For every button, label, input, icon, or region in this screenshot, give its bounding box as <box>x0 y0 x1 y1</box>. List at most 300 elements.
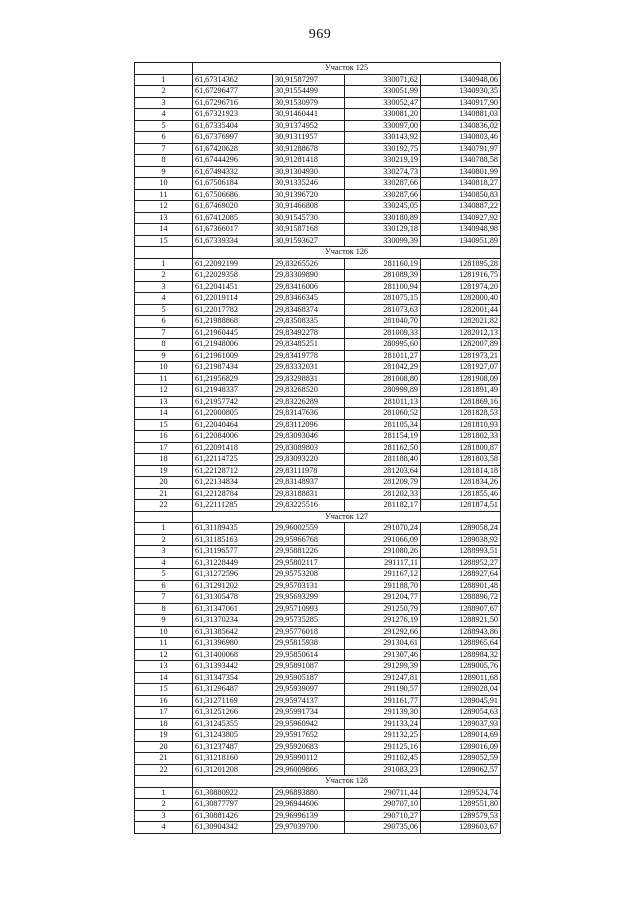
latitude-cell: 61,22091418 <box>193 442 273 454</box>
latitude-cell: 61,21948006 <box>193 339 273 351</box>
point-number-cell: 6 <box>135 580 193 592</box>
longitude-cell: 30,91466808 <box>273 201 345 213</box>
longitude-cell: 29,83112096 <box>273 419 345 431</box>
y-coordinate-cell: 1340788,58 <box>421 155 501 167</box>
table-row <box>135 822 501 834</box>
latitude-cell: 61,67296716 <box>193 97 273 109</box>
x-coordinate-cell: 281160,19 <box>345 258 421 270</box>
latitude-cell: 61,21961009 <box>193 350 273 362</box>
y-coordinate-cell: 1281810,93 <box>421 419 501 431</box>
table-row <box>135 270 501 282</box>
longitude-cell: 30,91374952 <box>273 120 345 132</box>
x-coordinate-cell: 330143,92 <box>345 132 421 144</box>
longitude-cell: 29,83188831 <box>273 488 345 500</box>
table-row <box>135 787 501 799</box>
y-coordinate-cell: 1281927,07 <box>421 362 501 374</box>
table-row <box>135 316 501 328</box>
point-number-cell: 15 <box>135 684 193 696</box>
y-coordinate-cell: 1289016,09 <box>421 741 501 753</box>
point-number-cell: 4 <box>135 822 193 834</box>
longitude-cell: 30,91311957 <box>273 132 345 144</box>
latitude-cell: 61,22041451 <box>193 281 273 293</box>
point-number-cell: 9 <box>135 615 193 627</box>
table-row <box>135 281 501 293</box>
section-title: Участок 125 <box>193 63 501 75</box>
longitude-cell: 29,95939097 <box>273 684 345 696</box>
table-row <box>135 764 501 776</box>
point-number-cell: 12 <box>135 649 193 661</box>
page-number: 969 <box>308 27 332 42</box>
longitude-cell: 29,83147636 <box>273 408 345 420</box>
point-number-cell: 18 <box>135 454 193 466</box>
longitude-cell: 30,91335246 <box>273 178 345 190</box>
table-row <box>135 293 501 305</box>
table-row <box>135 396 501 408</box>
x-coordinate-cell: 281075,15 <box>345 293 421 305</box>
x-coordinate-cell: 291132,25 <box>345 730 421 742</box>
x-coordinate-cell: 330180,89 <box>345 212 421 224</box>
x-coordinate-cell: 281060,52 <box>345 408 421 420</box>
y-coordinate-cell: 1288943,86 <box>421 626 501 638</box>
table-row <box>135 557 501 569</box>
x-coordinate-cell: 290707,10 <box>345 799 421 811</box>
latitude-cell: 61,21948337 <box>193 385 273 397</box>
x-coordinate-cell: 330274,73 <box>345 166 421 178</box>
point-number-cell: 21 <box>135 488 193 500</box>
table-row <box>135 442 501 454</box>
latitude-cell: 61,21988868 <box>193 316 273 328</box>
section-header-empty-cell <box>135 511 193 523</box>
latitude-cell: 61,22114725 <box>193 454 273 466</box>
latitude-cell: 61,22111285 <box>193 500 273 512</box>
longitude-cell: 29,95881226 <box>273 546 345 558</box>
latitude-cell: 61,31185163 <box>193 534 273 546</box>
x-coordinate-cell: 291083,23 <box>345 764 421 776</box>
x-coordinate-cell: 281203,64 <box>345 465 421 477</box>
x-coordinate-cell: 291204,77 <box>345 592 421 604</box>
latitude-cell: 61,31237487 <box>193 741 273 753</box>
table-row <box>135 580 501 592</box>
table-row <box>135 488 501 500</box>
latitude-cell: 61,31272596 <box>193 569 273 581</box>
latitude-cell: 61,31243805 <box>193 730 273 742</box>
point-number-cell: 1 <box>135 787 193 799</box>
point-number-cell: 5 <box>135 569 193 581</box>
latitude-cell: 61,22134834 <box>193 477 273 489</box>
longitude-cell: 29,83419778 <box>273 350 345 362</box>
table-row <box>135 649 501 661</box>
point-number-cell: 14 <box>135 672 193 684</box>
latitude-cell: 61,67321923 <box>193 109 273 121</box>
x-coordinate-cell: 291080,26 <box>345 546 421 558</box>
x-coordinate-cell: 281105,34 <box>345 419 421 431</box>
table-row <box>135 477 501 489</box>
latitude-cell: 61,67494332 <box>193 166 273 178</box>
point-number-cell: 1 <box>135 258 193 270</box>
table-row <box>135 465 501 477</box>
table-row <box>135 178 501 190</box>
point-number-cell: 3 <box>135 281 193 293</box>
longitude-cell: 29,96002559 <box>273 523 345 535</box>
longitude-cell: 29,83265526 <box>273 258 345 270</box>
table-row <box>135 385 501 397</box>
table-row <box>135 201 501 213</box>
y-coordinate-cell: 1281802,33 <box>421 431 501 443</box>
y-coordinate-cell: 1281855,46 <box>421 488 501 500</box>
latitude-cell: 61,22128712 <box>193 465 273 477</box>
latitude-cell: 61,30881426 <box>193 810 273 822</box>
y-coordinate-cell: 1289045,91 <box>421 695 501 707</box>
longitude-cell: 29,83111978 <box>273 465 345 477</box>
y-coordinate-cell: 1281891,49 <box>421 385 501 397</box>
latitude-cell: 61,22040464 <box>193 419 273 431</box>
y-coordinate-cell: 1282012,13 <box>421 327 501 339</box>
point-number-cell: 7 <box>135 327 193 339</box>
latitude-cell: 61,31400068 <box>193 649 273 661</box>
section-header-empty-cell <box>135 247 193 259</box>
y-coordinate-cell: 1281874,51 <box>421 500 501 512</box>
x-coordinate-cell: 291190,57 <box>345 684 421 696</box>
longitude-cell: 29,95891087 <box>273 661 345 673</box>
y-coordinate-cell: 1340948,98 <box>421 224 501 236</box>
longitude-cell: 29,83332031 <box>273 362 345 374</box>
y-coordinate-cell: 1288993,51 <box>421 546 501 558</box>
y-coordinate-cell: 1282021,82 <box>421 316 501 328</box>
longitude-cell: 29,95753208 <box>273 569 345 581</box>
longitude-cell: 29,97039700 <box>273 822 345 834</box>
y-coordinate-cell: 1281974,20 <box>421 281 501 293</box>
table-row <box>135 638 501 650</box>
y-coordinate-cell: 1281908,09 <box>421 373 501 385</box>
y-coordinate-cell: 1340836,02 <box>421 120 501 132</box>
y-coordinate-cell: 1289579,53 <box>421 810 501 822</box>
table-row <box>135 546 501 558</box>
point-number-cell: 14 <box>135 224 193 236</box>
longitude-cell: 29,95920683 <box>273 741 345 753</box>
longitude-cell: 29,83485251 <box>273 339 345 351</box>
point-number-cell: 5 <box>135 304 193 316</box>
latitude-cell: 61,31245355 <box>193 718 273 730</box>
latitude-cell: 61,31201208 <box>193 764 273 776</box>
table-row <box>135 132 501 144</box>
y-coordinate-cell: 1340881,03 <box>421 109 501 121</box>
x-coordinate-cell: 280999,89 <box>345 385 421 397</box>
table-row <box>135 86 501 98</box>
y-coordinate-cell: 1340917,90 <box>421 97 501 109</box>
x-coordinate-cell: 281089,39 <box>345 270 421 282</box>
x-coordinate-cell: 291299,39 <box>345 661 421 673</box>
longitude-cell: 30,91530979 <box>273 97 345 109</box>
longitude-cell: 29,95815938 <box>273 638 345 650</box>
x-coordinate-cell: 281011,13 <box>345 396 421 408</box>
latitude-cell: 61,22017782 <box>193 304 273 316</box>
longitude-cell: 29,95974137 <box>273 695 345 707</box>
section-header-row <box>135 511 501 523</box>
longitude-cell: 29,83093046 <box>273 431 345 443</box>
longitude-cell: 29,83089803 <box>273 442 345 454</box>
latitude-cell: 61,21956829 <box>193 373 273 385</box>
y-coordinate-cell: 1281973,21 <box>421 350 501 362</box>
point-number-cell: 8 <box>135 339 193 351</box>
point-number-cell: 6 <box>135 316 193 328</box>
x-coordinate-cell: 291102,45 <box>345 753 421 765</box>
table-row <box>135 224 501 236</box>
point-number-cell: 20 <box>135 741 193 753</box>
table-row <box>135 592 501 604</box>
y-coordinate-cell: 1288901,48 <box>421 580 501 592</box>
point-number-cell: 11 <box>135 189 193 201</box>
latitude-cell: 61,30877797 <box>193 799 273 811</box>
x-coordinate-cell: 281040,70 <box>345 316 421 328</box>
table-row <box>135 109 501 121</box>
x-coordinate-cell: 281100,94 <box>345 281 421 293</box>
table-row <box>135 120 501 132</box>
longitude-cell: 29,83492278 <box>273 327 345 339</box>
x-coordinate-cell: 291167,12 <box>345 569 421 581</box>
y-coordinate-cell: 1281895,28 <box>421 258 501 270</box>
point-number-cell: 10 <box>135 362 193 374</box>
longitude-cell: 29,83468374 <box>273 304 345 316</box>
latitude-cell: 61,21987434 <box>193 362 273 374</box>
point-number-cell: 21 <box>135 753 193 765</box>
x-coordinate-cell: 330051,99 <box>345 86 421 98</box>
x-coordinate-cell: 291247,81 <box>345 672 421 684</box>
table-row <box>135 235 501 247</box>
x-coordinate-cell: 330287,66 <box>345 189 421 201</box>
latitude-cell: 61,22000805 <box>193 408 273 420</box>
table-row <box>135 304 501 316</box>
y-coordinate-cell: 1288907,67 <box>421 603 501 615</box>
latitude-cell: 61,30880922 <box>193 787 273 799</box>
latitude-cell: 61,67444296 <box>193 155 273 167</box>
point-number-cell: 10 <box>135 626 193 638</box>
point-number-cell: 13 <box>135 396 193 408</box>
y-coordinate-cell: 1282001,44 <box>421 304 501 316</box>
latitude-cell: 61,67296477 <box>193 86 273 98</box>
longitude-cell: 29,95905187 <box>273 672 345 684</box>
point-number-cell: 2 <box>135 534 193 546</box>
table-row <box>135 212 501 224</box>
x-coordinate-cell: 281182,17 <box>345 500 421 512</box>
x-coordinate-cell: 281162,50 <box>345 442 421 454</box>
point-number-cell: 16 <box>135 695 193 707</box>
y-coordinate-cell: 1288921,50 <box>421 615 501 627</box>
y-coordinate-cell: 1289551,80 <box>421 799 501 811</box>
point-number-cell: 9 <box>135 166 193 178</box>
point-number-cell: 13 <box>135 212 193 224</box>
latitude-cell: 61,31189435 <box>193 523 273 535</box>
x-coordinate-cell: 330245,05 <box>345 201 421 213</box>
point-number-cell: 6 <box>135 132 193 144</box>
longitude-cell: 30,91593627 <box>273 235 345 247</box>
latitude-cell: 61,67469020 <box>193 201 273 213</box>
longitude-cell: 29,83093220 <box>273 454 345 466</box>
x-coordinate-cell: 291133,24 <box>345 718 421 730</box>
x-coordinate-cell: 291125,16 <box>345 741 421 753</box>
x-coordinate-cell: 330192,75 <box>345 143 421 155</box>
table-row <box>135 730 501 742</box>
longitude-cell: 29,83268520 <box>273 385 345 397</box>
x-coordinate-cell: 291139,30 <box>345 707 421 719</box>
x-coordinate-cell: 281188,40 <box>345 454 421 466</box>
y-coordinate-cell: 1281869,16 <box>421 396 501 408</box>
y-coordinate-cell: 1289038,92 <box>421 534 501 546</box>
longitude-cell: 29,95735285 <box>273 615 345 627</box>
longitude-cell: 29,83416006 <box>273 281 345 293</box>
section-title: Участок 128 <box>193 776 501 788</box>
y-coordinate-cell: 1340791,97 <box>421 143 501 155</box>
y-coordinate-cell: 1288965,64 <box>421 638 501 650</box>
latitude-cell: 61,67339334 <box>193 235 273 247</box>
y-coordinate-cell: 1282000,40 <box>421 293 501 305</box>
point-number-cell: 1 <box>135 523 193 535</box>
longitude-cell: 29,95703131 <box>273 580 345 592</box>
longitude-cell: 29,95693299 <box>273 592 345 604</box>
latitude-cell: 61,31385642 <box>193 626 273 638</box>
longitude-cell: 29,83508335 <box>273 316 345 328</box>
point-number-cell: 14 <box>135 408 193 420</box>
table-row <box>135 534 501 546</box>
latitude-cell: 61,31228449 <box>193 557 273 569</box>
table-row <box>135 339 501 351</box>
y-coordinate-cell: 1289603,67 <box>421 822 501 834</box>
latitude-cell: 61,31251266 <box>193 707 273 719</box>
point-number-cell: 20 <box>135 477 193 489</box>
y-coordinate-cell: 1281800,87 <box>421 442 501 454</box>
x-coordinate-cell: 291066,09 <box>345 534 421 546</box>
longitude-cell: 29,83225516 <box>273 500 345 512</box>
table-row <box>135 258 501 270</box>
x-coordinate-cell: 291292,66 <box>345 626 421 638</box>
longitude-cell: 29,83298831 <box>273 373 345 385</box>
x-coordinate-cell: 281202,33 <box>345 488 421 500</box>
table-row <box>135 799 501 811</box>
latitude-cell: 61,31305478 <box>193 592 273 604</box>
table-row <box>135 373 501 385</box>
point-number-cell: 11 <box>135 373 193 385</box>
longitude-cell: 29,95960942 <box>273 718 345 730</box>
point-number-cell: 8 <box>135 603 193 615</box>
table-row <box>135 431 501 443</box>
longitude-cell: 30,91545730 <box>273 212 345 224</box>
y-coordinate-cell: 1340801,99 <box>421 166 501 178</box>
y-coordinate-cell: 1288927,64 <box>421 569 501 581</box>
x-coordinate-cell: 330099,39 <box>345 235 421 247</box>
table-row <box>135 615 501 627</box>
point-number-cell: 2 <box>135 799 193 811</box>
latitude-cell: 61,21957742 <box>193 396 273 408</box>
x-coordinate-cell: 330219,19 <box>345 155 421 167</box>
table-row <box>135 718 501 730</box>
latitude-cell: 61,31370234 <box>193 615 273 627</box>
longitude-cell: 29,95991734 <box>273 707 345 719</box>
point-number-cell: 3 <box>135 97 193 109</box>
table-row <box>135 661 501 673</box>
point-number-cell: 19 <box>135 730 193 742</box>
y-coordinate-cell: 1288952,27 <box>421 557 501 569</box>
x-coordinate-cell: 281009,33 <box>345 327 421 339</box>
y-coordinate-cell: 1289014,69 <box>421 730 501 742</box>
point-number-cell: 19 <box>135 465 193 477</box>
x-coordinate-cell: 291304,61 <box>345 638 421 650</box>
longitude-cell: 30,91304930 <box>273 166 345 178</box>
y-coordinate-cell: 1281828,53 <box>421 408 501 420</box>
table-row <box>135 362 501 374</box>
point-number-cell: 16 <box>135 431 193 443</box>
point-number-cell: 15 <box>135 419 193 431</box>
section-header-row <box>135 247 501 259</box>
y-coordinate-cell: 1289054,63 <box>421 707 501 719</box>
table-row <box>135 707 501 719</box>
table-row <box>135 155 501 167</box>
latitude-cell: 61,22019114 <box>193 293 273 305</box>
point-number-cell: 4 <box>135 109 193 121</box>
y-coordinate-cell: 1340850,83 <box>421 189 501 201</box>
table-row <box>135 741 501 753</box>
table-row <box>135 810 501 822</box>
latitude-cell: 61,31347061 <box>193 603 273 615</box>
longitude-cell: 29,95966768 <box>273 534 345 546</box>
longitude-cell: 30,91396720 <box>273 189 345 201</box>
point-number-cell: 9 <box>135 350 193 362</box>
point-number-cell: 17 <box>135 707 193 719</box>
y-coordinate-cell: 1281916,75 <box>421 270 501 282</box>
longitude-cell: 29,95990112 <box>273 753 345 765</box>
point-number-cell: 3 <box>135 546 193 558</box>
x-coordinate-cell: 281154,19 <box>345 431 421 443</box>
y-coordinate-cell: 1281803,58 <box>421 454 501 466</box>
table-row <box>135 454 501 466</box>
section-header-row <box>135 63 501 75</box>
longitude-cell: 29,83309890 <box>273 270 345 282</box>
latitude-cell: 61,22084006 <box>193 431 273 443</box>
longitude-cell: 30,91587168 <box>273 224 345 236</box>
longitude-cell: 30,91587297 <box>273 74 345 86</box>
longitude-cell: 30,91460441 <box>273 109 345 121</box>
point-number-cell: 3 <box>135 810 193 822</box>
table-row <box>135 753 501 765</box>
x-coordinate-cell: 291117,11 <box>345 557 421 569</box>
section-header-empty-cell <box>135 63 193 75</box>
y-coordinate-cell: 1340948,06 <box>421 74 501 86</box>
x-coordinate-cell: 330071,62 <box>345 74 421 86</box>
longitude-cell: 29,83148937 <box>273 477 345 489</box>
longitude-cell: 30,91288678 <box>273 143 345 155</box>
table-row <box>135 626 501 638</box>
x-coordinate-cell: 281042,29 <box>345 362 421 374</box>
y-coordinate-cell: 1288896,72 <box>421 592 501 604</box>
x-coordinate-cell: 281209,79 <box>345 477 421 489</box>
section-header-row <box>135 776 501 788</box>
point-number-cell: 11 <box>135 638 193 650</box>
point-number-cell: 2 <box>135 86 193 98</box>
latitude-cell: 61,22092199 <box>193 258 273 270</box>
point-number-cell: 5 <box>135 120 193 132</box>
y-coordinate-cell: 1289011,68 <box>421 672 501 684</box>
y-coordinate-cell: 1289524,74 <box>421 787 501 799</box>
point-number-cell: 17 <box>135 442 193 454</box>
latitude-cell: 61,67335404 <box>193 120 273 132</box>
point-number-cell: 2 <box>135 270 193 282</box>
x-coordinate-cell: 291307,46 <box>345 649 421 661</box>
latitude-cell: 61,31291202 <box>193 580 273 592</box>
longitude-cell: 29,95802117 <box>273 557 345 569</box>
x-coordinate-cell: 330287,66 <box>345 178 421 190</box>
table-row <box>135 695 501 707</box>
point-number-cell: 12 <box>135 201 193 213</box>
latitude-cell: 61,31396980 <box>193 638 273 650</box>
table-row <box>135 166 501 178</box>
